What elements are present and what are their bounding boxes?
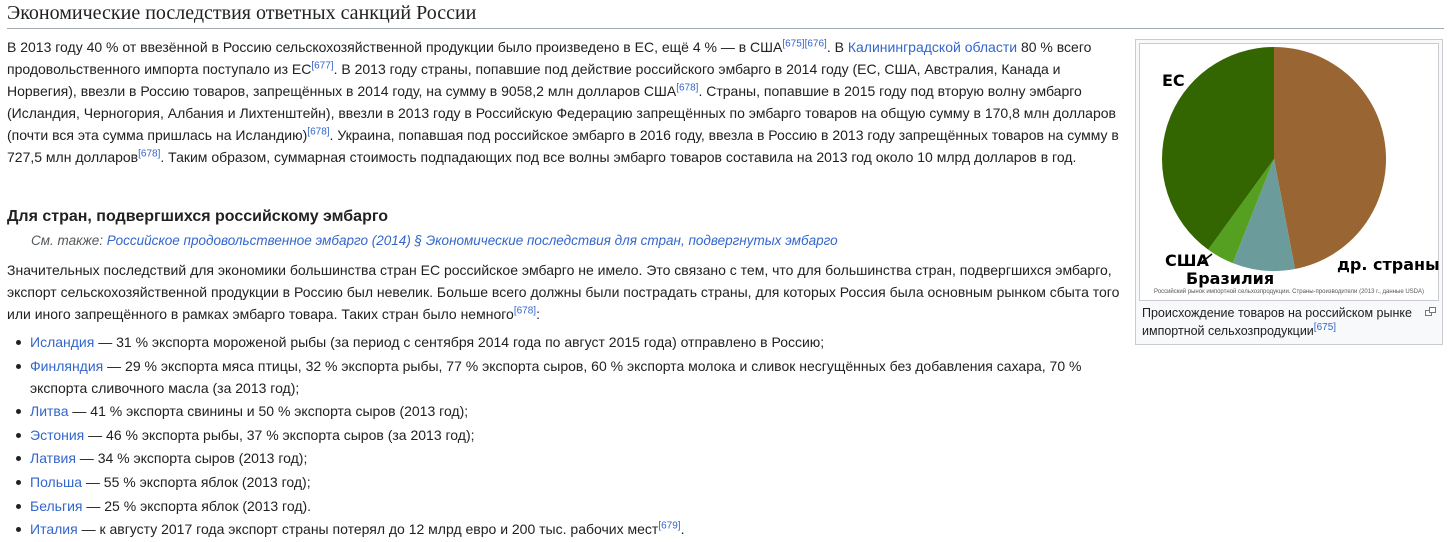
intro-text-3: 80 % всего продовольственного импорта поступало из ЕС (7, 39, 1092, 77)
intro-text-5: . Страны, попавшие в 2015 году под вторую волну эмбарго (Исландия, Черногория, Албания и Лихтенштейн), ввезли в 2013 году в Российскую Федерацию запрещённых по эмбарго товаров на общую сумму в 170,8 млн долларов (почти вся эта сумма пришлась на Исландию) (7, 83, 1116, 143)
citation-678[interactable]: [678] (307, 126, 330, 138)
country-export-list (13, 331, 1113, 542)
list-item (13, 355, 1113, 399)
citation-ref[interactable] (782, 38, 827, 49)
list-item-text: — 41 % экспорта свинины и 50 % экспорта сыров (2013 год); (68, 403, 469, 420)
link-country[interactable]: Литва (30, 403, 69, 420)
section-paragraph (7, 259, 1122, 325)
citation-679[interactable]: [679] (658, 520, 681, 532)
citation-675[interactable]: [675] (1313, 321, 1337, 333)
citation-676[interactable]: [676] (804, 38, 827, 50)
link-country[interactable]: Польша (30, 473, 83, 490)
list-item (13, 400, 1113, 422)
list-item-end: . (680, 521, 685, 538)
link-kaliningrad-oblast[interactable]: Калининградской области (847, 39, 1018, 55)
pie-label-usa: США (1165, 251, 1209, 270)
citation-675[interactable]: [675] (782, 38, 805, 50)
list-item-text: — 25 % экспорта яблок (2013 год). (82, 497, 312, 514)
intro-text-7: . Таким образом, суммарная стоимость подпадающих под все волны эмбарго товаров составила на 2013 год около 10 млрд долларов в год. (160, 149, 1077, 165)
citation-ref[interactable] (138, 148, 160, 159)
list-item (13, 495, 1113, 517)
citation-ref[interactable] (676, 82, 698, 93)
list-item (13, 331, 1113, 353)
image-thumbnail (1135, 39, 1443, 345)
citation-ref[interactable] (1314, 322, 1336, 333)
list-item-text: — 55 % экспорта яблок (2013 год); (82, 473, 311, 490)
pie-label-eu: ЕС (1162, 71, 1185, 90)
citation-678[interactable]: [678] (138, 148, 161, 160)
list-item-text: — к августу 2017 года экспорт страны потерял до 12 млрд евро и 200 тыс. рабочих мест (77, 521, 659, 538)
list-item (13, 447, 1113, 469)
citation-ref[interactable] (658, 521, 680, 532)
list-item (13, 424, 1113, 446)
citation-677[interactable]: [677] (311, 60, 334, 72)
magnify-clip-icon[interactable] (1425, 307, 1436, 316)
thumbnail-caption (1142, 304, 1412, 340)
list-item-text: — 46 % экспорта рыбы, 37 % экспорта сыров (за 2013 год); (84, 426, 475, 443)
list-item-text: — 34 % экспорта сыров (2013 год); (75, 450, 308, 467)
link-country[interactable]: Эстония (30, 426, 85, 443)
caption-text: Происхождение товаров на российском рынке импортной сельхозпродукции (1142, 306, 1412, 338)
section-heading: Для стран, подвергшихся российскому эмбарго (7, 208, 389, 225)
section-paragraph-text: Значительных последствий для экономики большинства стран ЕС российское эмбарго не имело. Это связано с тем, что для большинства стран, подвергшихся эмбарго, экспорт сельскохозяйственной продукции в Россию был невелик. Больше всего должны были пострадать страны, для которых Россия была основным рынком сбыта того или иного запрещённого в рамках эмбарго товара. Таких стран было немного (7, 262, 1120, 322)
intro-text-4: . В 2013 году страны, попавшие под действие российского эмбарго в 2014 году (ЕС, США, Австралия, Канада и Норвегия), ввезли в Россию товаров, запрещённых в 2014 году, на сумму в 9058,2 млн долларов США (7, 61, 1061, 99)
link-country[interactable]: Исландия (30, 334, 95, 350)
link-country[interactable]: Латвия (30, 450, 76, 467)
pie-label-other: др. страны (1337, 255, 1440, 274)
chart-source-note: Российский рынок импортной сельхозпродукции. Страны-производители (2013 г., данные USDA) (1154, 289, 1424, 295)
list-item-text: — 29 % экспорта мяса птицы, 32 % экспорта рыбы, 77 % экспорта сыров, 60 % экспорта молока и сливок несгущённых без добавления сахара, 70 % экспорта сливочного масла (за 2013 год); (30, 357, 1082, 396)
see-also-link[interactable]: Российское продовольственное эмбарго (2014) § Экономические последствия для стран, подвергнутых эмбарго (106, 233, 838, 248)
citation-678[interactable]: [678] (513, 305, 537, 317)
citation-678[interactable]: [678] (676, 82, 699, 94)
intro-text-6: . Украина, попавшая под российское эмбарго в 2016 году, ввезла в Россию в 2013 году запрещённых товаров на сумму в 727,5 млн долларов (7, 127, 1119, 165)
pie-chart-image[interactable] (1139, 43, 1439, 301)
intro-text-1: В 2013 году 40 % от ввезённой в Россию сельскохозяйственной продукции было произведено в ЕС, ещё 4 % — в США (7, 39, 783, 55)
intro-text-2: . В (826, 39, 848, 55)
pie-label-brazil: Бразилия (1186, 269, 1275, 288)
page-title: Экономические последствия ответных санкций России (7, 0, 1444, 29)
citation-ref[interactable] (514, 305, 536, 316)
link-country[interactable]: Бельгия (30, 497, 83, 514)
citation-ref[interactable] (311, 60, 333, 71)
list-item (13, 518, 1113, 540)
list-item-text: — 31 % экспорта мороженой рыбы (за период с сентября 2014 года по август 2015 года) отправлено в Россию; (94, 334, 825, 350)
link-country[interactable]: Италия (30, 521, 78, 538)
see-also-hatnote (31, 231, 1121, 251)
intro-paragraph (7, 36, 1122, 168)
list-item (13, 471, 1113, 493)
see-also-prefix: См. также: (31, 233, 107, 248)
link-country[interactable]: Финляндия (30, 357, 104, 374)
citation-ref[interactable] (307, 126, 329, 137)
section-paragraph-end: : (536, 306, 540, 322)
pie-slice-other (1274, 47, 1386, 269)
